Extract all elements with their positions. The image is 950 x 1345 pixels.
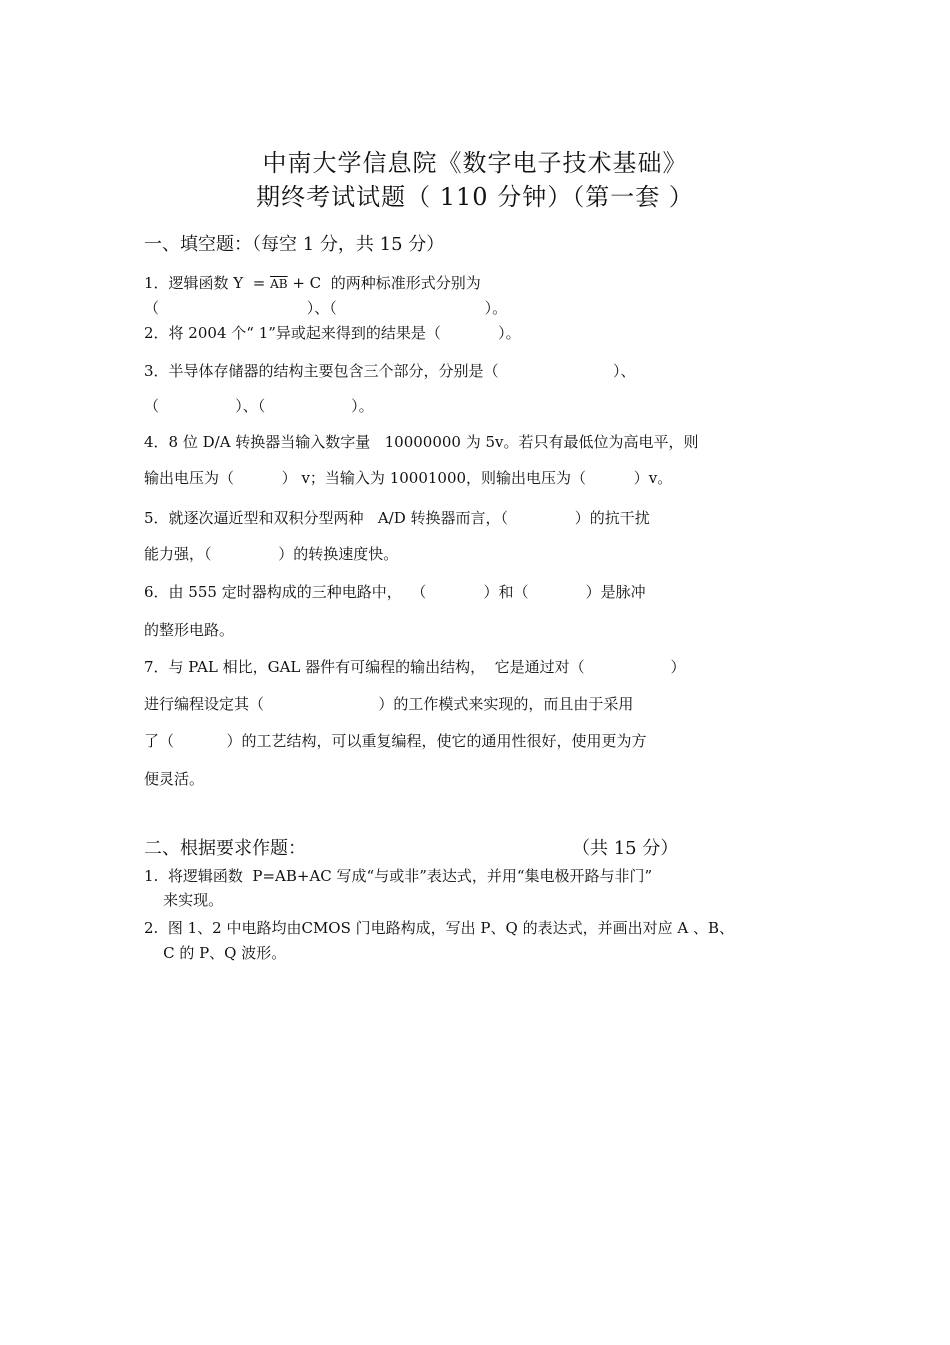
question-7-line4: 便灵活。 (144, 770, 205, 788)
section2-question-1-line1: 1. 将逻辑函数 P=AB+AC 写成“与或非”表达式，并用“集电极开路与非门” (144, 867, 653, 885)
question-5-line2: 能力强，（ ）的转换速度快。 (144, 545, 399, 563)
section2-question-1-line2: 来实现。 (144, 891, 224, 909)
question-1-line1 (144, 273, 481, 294)
question-6-line2: 的整形电路。 (144, 621, 235, 639)
exam-title-line2: 期终考试试题（ 110 分钟）（第一套 ） (256, 183, 694, 211)
section2-question-2-line1: 2. 图 1、2 中电路均由CMOS 门电路构成，写出 P、Q 的表达式，并画出对应 A 、B、 (144, 919, 734, 937)
question-7-line1: 7．与 PAL 相比，GAL 器件有可编程的输出结构， 它是通过对（ ） (144, 658, 686, 676)
question-3-line2: （ ）、（ ）。 (144, 397, 374, 415)
question-5-line1: 5．就逐次逼近型和双积分型两种 A/D 转换器而言，（ ）的抗干扰 (144, 509, 650, 527)
section2-heading: 二、根据要求作题： (144, 838, 306, 859)
q1-ab-overline: $\overline{AB}$ (270, 277, 288, 291)
question-4-line1: 4．8 位 D/A 转换器当输入数字量 10000000 为 5v。若只有最低位为高电平，则 (144, 433, 699, 451)
question-6-line1: 6．由 555 定时器构成的三种电路中， （ ）和（ ）是脉冲 (144, 583, 646, 601)
question-7-line2: 进行编程设定其（ ）的工作模式来实现的，而且由于采用 (144, 695, 634, 713)
section2-score: （共 15 分） (572, 838, 679, 859)
q1-prefix: 1．逻辑函数 Y = (144, 274, 271, 292)
exam-title-line1: 中南大学信息院《数字电子技术基础》 (262, 149, 688, 177)
question-1-line2: （ ）、（ ）。 (144, 299, 508, 317)
question-2: 2．将 2004 个“ 1”异或起来得到的结果是（ ）。 (144, 324, 521, 342)
question-7-line3: 了（ ）的工艺结构，可以重复编程，使它的通用性很好，使用更为方 (144, 732, 647, 750)
section2-question-2-line2: C 的 P、Q 波形。 (144, 944, 287, 962)
question-3-line1: 3．半导体存储器的结构主要包含三个部分，分别是（ ）、 (144, 362, 636, 380)
section1-heading: 一、填空题：（每空 1 分，共 15 分） (144, 234, 445, 255)
question-4-line2: 输出电压为（ ） v；当输入为 10001000，则输出电压为（ ）v。 (144, 469, 673, 487)
q1-suffix: + C 的两种标准形式分别为 (287, 274, 481, 292)
